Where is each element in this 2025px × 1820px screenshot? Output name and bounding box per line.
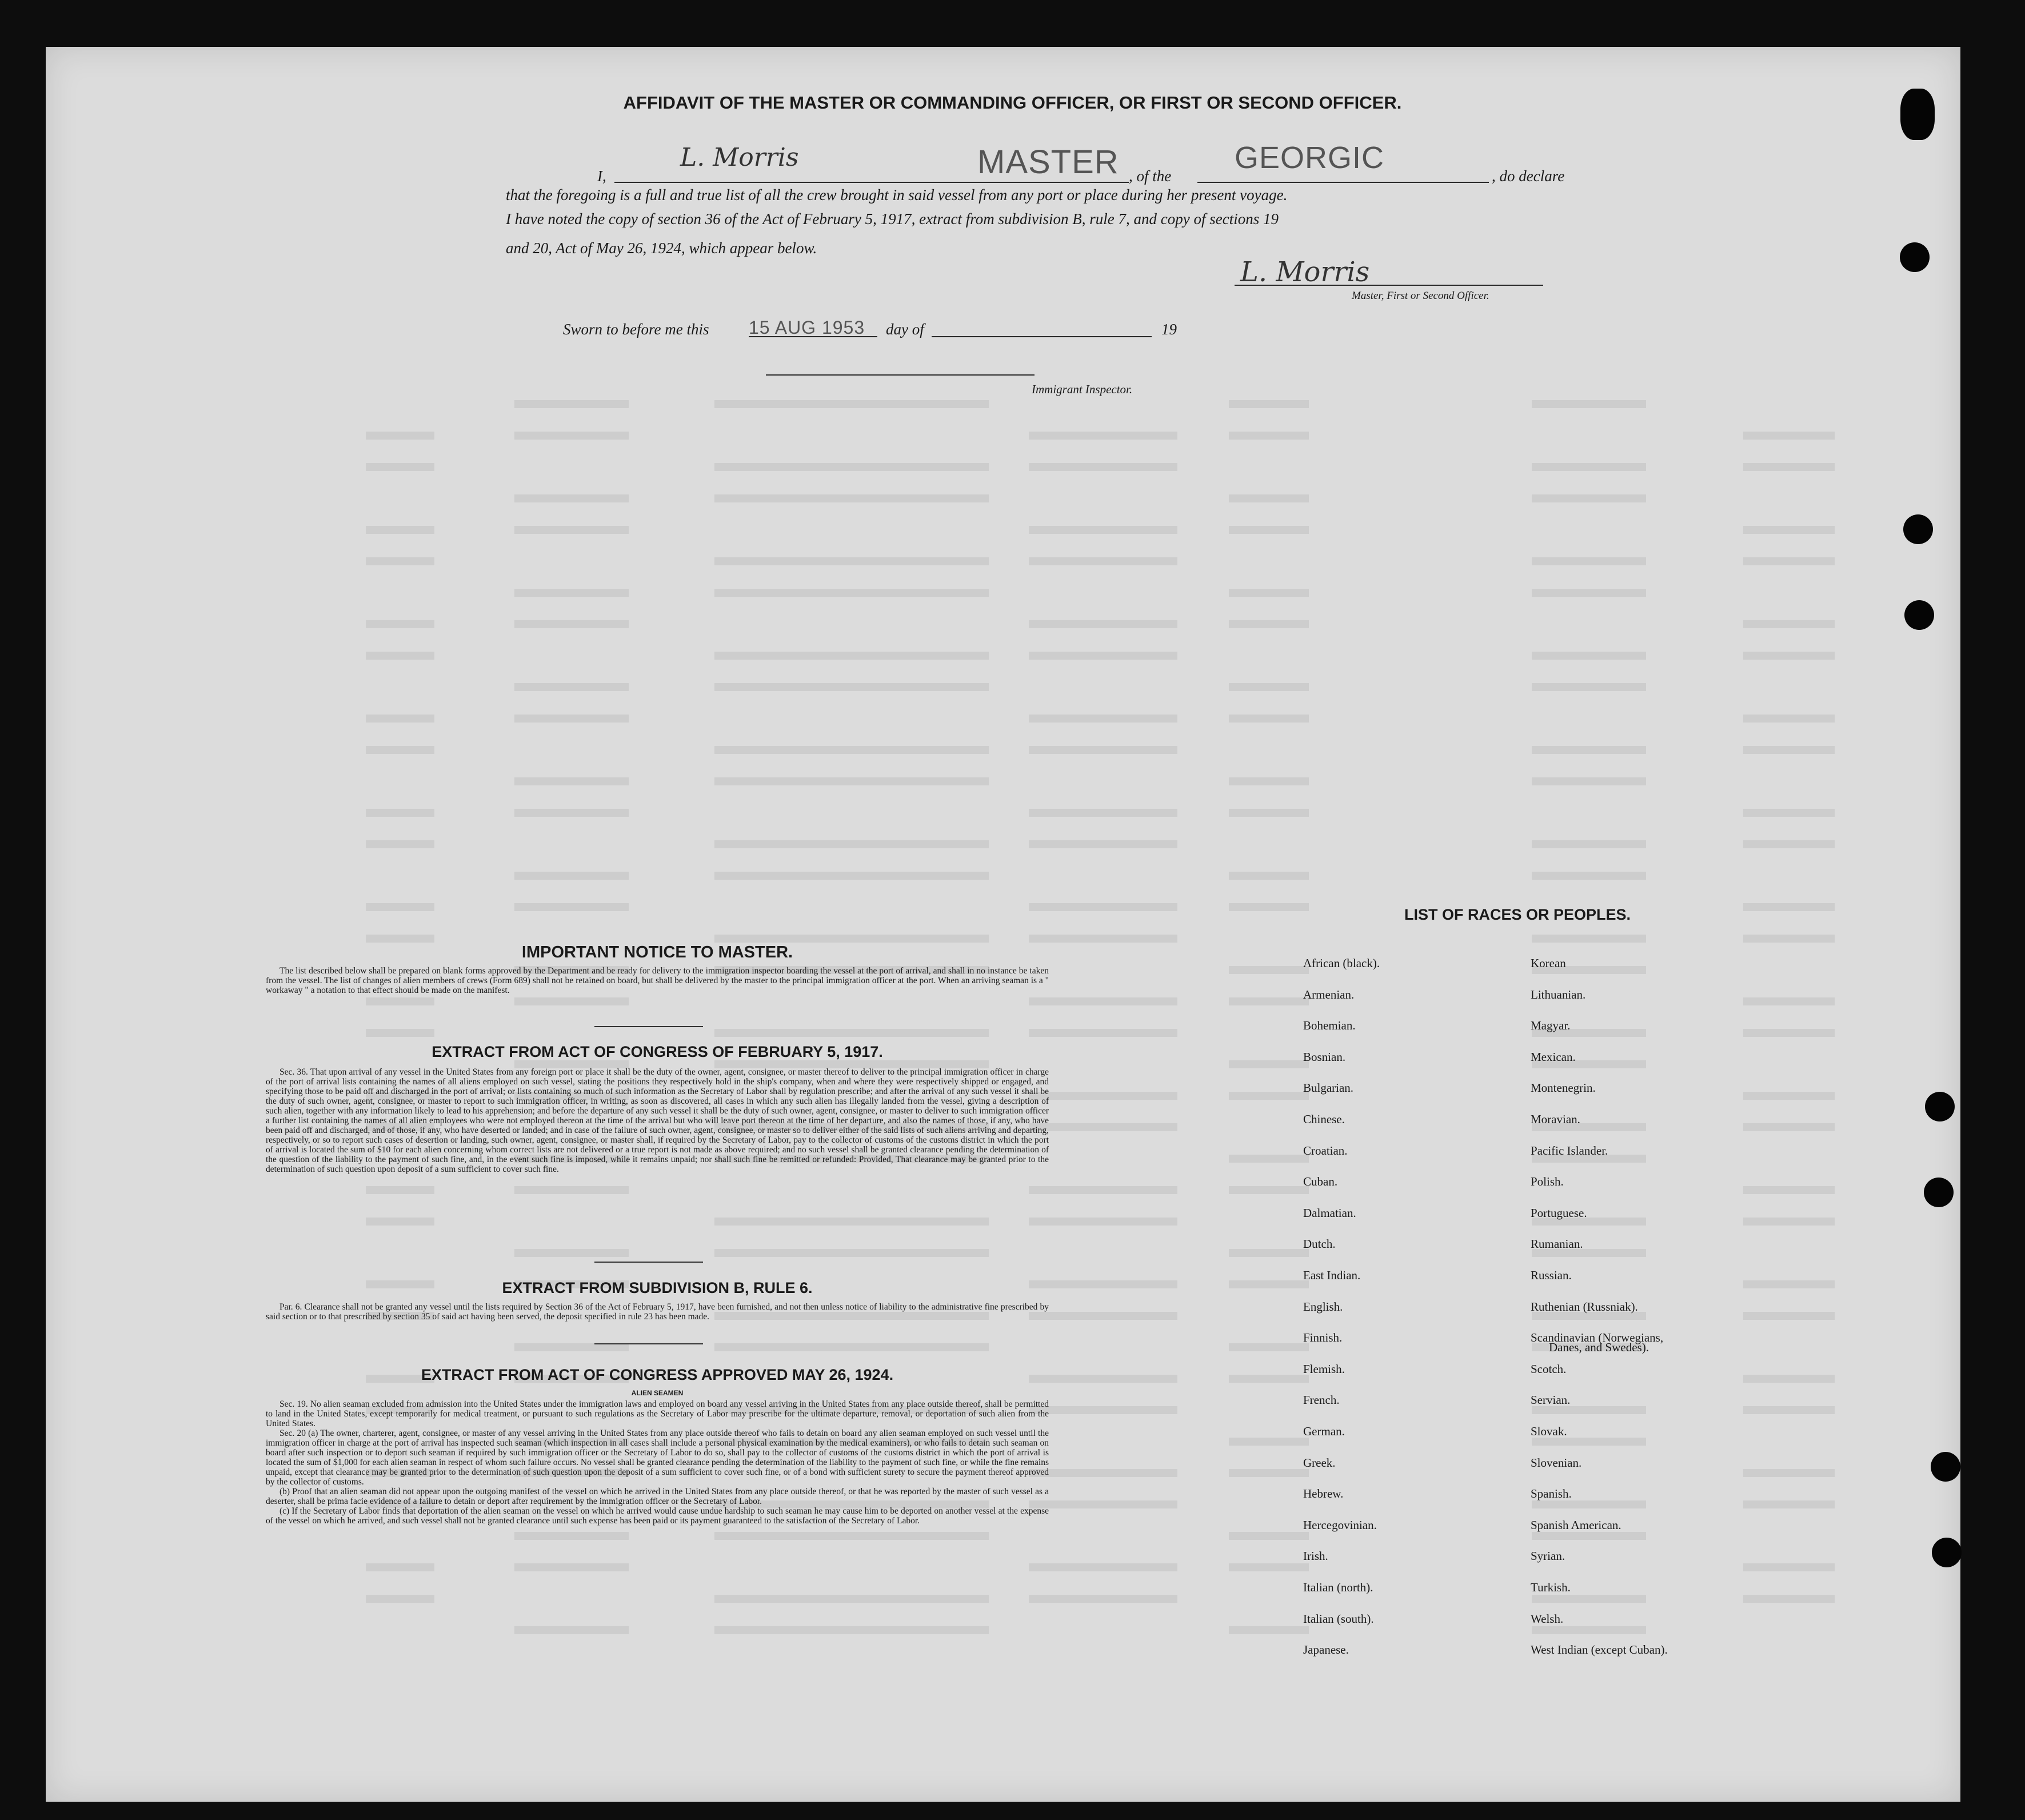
- race-item: Montenegrin.: [1531, 1081, 1596, 1095]
- sec19-text: Sec. 19. No alien seaman excluded from admission into the United States under the immigration laws and employed on board any vessel arriving in the United States from any place outside thereof, shall be permitted to land in the United States, except temporarily for medical treatment, or pursuant to such regulations as the Secretary of Labor may prescribe for the ultimate departure, removal, or deportation of such alien from the United States.: [266, 1399, 1049, 1428]
- notice-title: IMPORTANT NOTICE TO MASTER.: [521, 943, 793, 961]
- race-item: Syrian.: [1531, 1549, 1565, 1563]
- race-item: Magyar.: [1531, 1019, 1571, 1033]
- divider: [594, 1262, 703, 1263]
- year-prefix: 19: [1161, 321, 1177, 338]
- race-item: Turkish.: [1531, 1580, 1571, 1594]
- races-title: LIST OF RACES OR PEOPLES.: [1404, 906, 1631, 923]
- punch-hole: [1925, 1092, 1955, 1121]
- sworn-month-line: [932, 336, 1152, 337]
- race-item: Mexican.: [1531, 1049, 1576, 1064]
- rule6-text: Par. 6. Clearance shall not be granted any vessel until the lists required by Section 36 of the Act of February 5, 1917, have been furnished, and not then unless notice of liability to the administrative fine prescribed by said section or to that prescribed by section 35 of said act having been served, the deposit specified in rule 23 has been made.: [266, 1302, 1049, 1322]
- do-declare-label: , do declare: [1492, 167, 1565, 185]
- race-item: Dutch.: [1303, 1237, 1336, 1251]
- punch-hole: [1932, 1538, 1962, 1567]
- race-item: Portuguese.: [1531, 1206, 1587, 1220]
- race-item: Hercegovinian.: [1303, 1518, 1377, 1532]
- document-sheet: [46, 47, 1960, 1802]
- sworn-label: Sworn to before me this: [563, 321, 709, 338]
- race-item: Japanese.: [1303, 1643, 1349, 1657]
- race-item: Slovenian.: [1531, 1455, 1582, 1470]
- inspector-caption: Immigrant Inspector.: [1032, 382, 1133, 396]
- race-item: Armenian.: [1303, 987, 1355, 1001]
- divider: [594, 1343, 703, 1344]
- race-item: African (black).: [1303, 956, 1380, 970]
- vessel-field-line: [1197, 182, 1489, 183]
- race-item: Pacific Islander.: [1531, 1143, 1608, 1158]
- rule6-body: [266, 1302, 1049, 1322]
- race-item: Flemish.: [1303, 1362, 1345, 1376]
- race-item: Hebrew.: [1303, 1487, 1344, 1501]
- race-item: Ruthenian (Russniak).: [1531, 1299, 1638, 1314]
- race-item: German.: [1303, 1424, 1345, 1438]
- of-the-label: , of the: [1129, 167, 1172, 185]
- race-item: Scotch.: [1531, 1362, 1567, 1376]
- race-item: Finnish.: [1303, 1331, 1343, 1345]
- race-item: Scandinavian (Norwegians,: [1531, 1331, 1664, 1345]
- race-item: Dalmatian.: [1303, 1206, 1356, 1220]
- race-item: Cuban.: [1303, 1175, 1338, 1189]
- race-item: Korean: [1531, 956, 1566, 970]
- race-item: Moravian.: [1531, 1112, 1580, 1126]
- race-item: Bohemian.: [1303, 1019, 1356, 1033]
- race-item: Welsh.: [1531, 1611, 1564, 1626]
- race-item: Russian.: [1531, 1268, 1572, 1282]
- signer-name: L. Morris: [680, 143, 799, 172]
- race-item: Spanish American.: [1531, 1518, 1621, 1532]
- affidavit-title: AFFIDAVIT OF THE MASTER OR COMMANDING OFFICER, OR FIRST OR SECOND OFFICER.: [623, 93, 1402, 113]
- race-item: Danes, and Swedes).: [1549, 1340, 1649, 1354]
- race-item: English.: [1303, 1299, 1343, 1314]
- race-item: Bosnian.: [1303, 1049, 1346, 1064]
- race-item: Lithuanian.: [1531, 987, 1586, 1001]
- sec20c-text: (c) If the Secretary of Labor finds that deportation of the alien seaman on the vessel on which he arrived would cause undue hardship to such seaman he may cause him to be deported on another vessel at the expense of the vessel on which he arrived, and such vessel shall not be granted clearance until such expense has been paid or its payment guaranteed to the satisfaction of the Secretary of Labor.: [266, 1506, 1049, 1526]
- race-item: Croatian.: [1303, 1143, 1348, 1158]
- extract-1917-body: [266, 1067, 1049, 1174]
- race-item: West Indian (except Cuban).: [1531, 1643, 1668, 1657]
- declaration-line-3: I have noted the copy of section 36 of the Act of February 5, 1917, extract from subdivision B, rule 7, and copy of sections 19: [506, 210, 1279, 227]
- notice-text: The list described below shall be prepared on blank forms approved by the Department and be ready for delivery to the immigration inspector boarding the vessel at the port of arrival, and shall in no instance be taken from the vessel. The list of changes of alien members of crews (Form 689) shall not be retained on board, but shall be delivered by the master to the principal immigration officer at the port. When an arriving seaman is a " workaway " a notation to that effect should be made on the manifest.: [266, 966, 1049, 995]
- race-item: Polish.: [1531, 1175, 1564, 1189]
- sec20a-text: Sec. 20 (a) The owner, charterer, agent, consignee, or master of any vessel arriving in the United States from any place outside thereof who fails to detain on board any alien seaman employed on such vessel until the immigration officer in charge at the port of arrival has inspected such seaman (which inspection in all cases shall include a personal physical examination by the medical examiners), or who fails to detain such seaman on board after such inspection or to deport such seaman if required by such immigration officer or the Secretary of Labor to do so, shall pay to the collector of customs of the customs district in which the port of arrival is located the sum of $1,000 for each alien seaman in respect of whom such failure occurs. No vessel shall be granted clearance pending the determination of the liability to the payment of such fine, or while the fine remains unpaid, except that clearance may be granted prior to the determination of such question upon the deposit of a sum sufficient to cover such fine, or of a bond with sufficient surety to secure the payment thereof approved by the collector of customs.: [266, 1428, 1049, 1487]
- race-item: French.: [1303, 1393, 1340, 1407]
- punch-hole: [1900, 242, 1930, 272]
- declaration-prefix: I,: [597, 167, 606, 185]
- notice-body: [266, 966, 1049, 995]
- extract-1924-title: EXTRACT FROM ACT OF CONGRESS APPROVED MAY 26, 1924.: [421, 1366, 894, 1383]
- master-signature: L. Morris: [1240, 256, 1370, 288]
- punch-hole: [1924, 1178, 1954, 1207]
- race-item: Rumanian.: [1531, 1237, 1583, 1251]
- race-item: Irish.: [1303, 1549, 1328, 1563]
- race-item: Slovak.: [1531, 1424, 1567, 1438]
- signature-caption: Master, First or Second Officer.: [1352, 290, 1489, 302]
- rank-value: MASTER: [977, 143, 1119, 181]
- divider: [594, 1026, 703, 1027]
- sworn-date-stamp: 15 AUG 1953: [749, 317, 865, 338]
- extract-1917-text: Sec. 36. That upon arrival of any vessel in the United States from any foreign port or place it shall be the duty of the owner, agent, consignee, or master thereof to deliver to the principal immigration officer in charge of the port of arrival lists containing the names of all aliens employed on such vessel, stating the positions they respectively hold in the ship's company, when and where they were respectively shipped or engaged, and specifying those to be paid off and discharged in the port of arrival; or lists containing so much of such information as the Secretary of Labor shall by regulation prescribe; and after the arrival of any such vessel it shall be the duty of such owner, agent, consignee, or master to report to such immigration officer, in writing, as soon as discovered, all cases in which any such alien has illegally landed from the vessel, giving a description of such alien, together with any information likely to lead to his apprehension; and before the departure of any such vessel it shall be the duty of such owner, agent, consignee, or master to deliver to such immigration officer a further list containing the names of all alien employees who were not employed thereon at the time of the arrival but who will leave port thereon at the time of her departure, and also the names of those, if any, who have been paid off and discharged, and of those, if any, who have deserted or landed; and in case of the failure of such owner, agent, consignee, or master so to deliver either of the said lists of such aliens arriving and departing, respectively, or so to report such cases of desertion or landing, such owner, agent, consignee, or master shall, if required by the Secretary of Labor, pay to the collector of customs of the customs district in which the port of arrival is located the sum of $10 for each alien concerning whom correct lists are not delivered or a true report is not made as above required; and no such vessel shall be granted clearance pending the determination of the question of the liability to the payment of such fine, and, in the event such fine is imposed, while it remains unpaid; nor shall such fine be remitted or refunded: Provided, That clearance may be granted prior to the determination of such question upon deposit of a sum sufficient to cover such fine.: [266, 1067, 1049, 1174]
- alien-seamen-subtitle: ALIEN SEAMEN: [631, 1389, 684, 1397]
- punch-hole: [1904, 600, 1934, 630]
- race-item: Spanish.: [1531, 1487, 1572, 1501]
- vessel-name: GEORGIC: [1235, 141, 1385, 175]
- sec20b-text: (b) Proof that an alien seaman did not appear upon the outgoing manifest of the vessel on which he arrived in the United States from any place outside thereof, or that he was reported by the master of such vessel as a deserter, shall be prima facie evidence of a failure to detain or deport after requirement by the immigration officer or the Secretary of Labor.: [266, 1487, 1049, 1506]
- extract-1924-body: [266, 1399, 1049, 1526]
- race-item: Italian (north).: [1303, 1580, 1373, 1594]
- name-field-line: [614, 182, 1129, 183]
- extract-1917-title: EXTRACT FROM ACT OF CONGRESS OF FEBRUARY 5, 1917.: [432, 1043, 883, 1060]
- inspector-signature-line: [766, 374, 1035, 376]
- race-item: Servian.: [1531, 1393, 1571, 1407]
- race-item: Chinese.: [1303, 1112, 1345, 1126]
- race-item: Greek.: [1303, 1455, 1336, 1470]
- declaration-line-4: and 20, Act of May 26, 1924, which appear below.: [506, 240, 817, 257]
- race-item: Bulgarian.: [1303, 1081, 1354, 1095]
- punch-hole: [1931, 1452, 1960, 1482]
- day-of-label: day of: [886, 321, 924, 338]
- race-item: East Indian.: [1303, 1268, 1361, 1282]
- rule6-title: EXTRACT FROM SUBDIVISION B, RULE 6.: [502, 1279, 813, 1296]
- declaration-line-2: that the foregoing is a full and true list of all the crew brought in said vessel from any port or place during her present voyage.: [506, 186, 1288, 203]
- punch-hole: [1903, 514, 1933, 544]
- race-item: Italian (south).: [1303, 1611, 1374, 1626]
